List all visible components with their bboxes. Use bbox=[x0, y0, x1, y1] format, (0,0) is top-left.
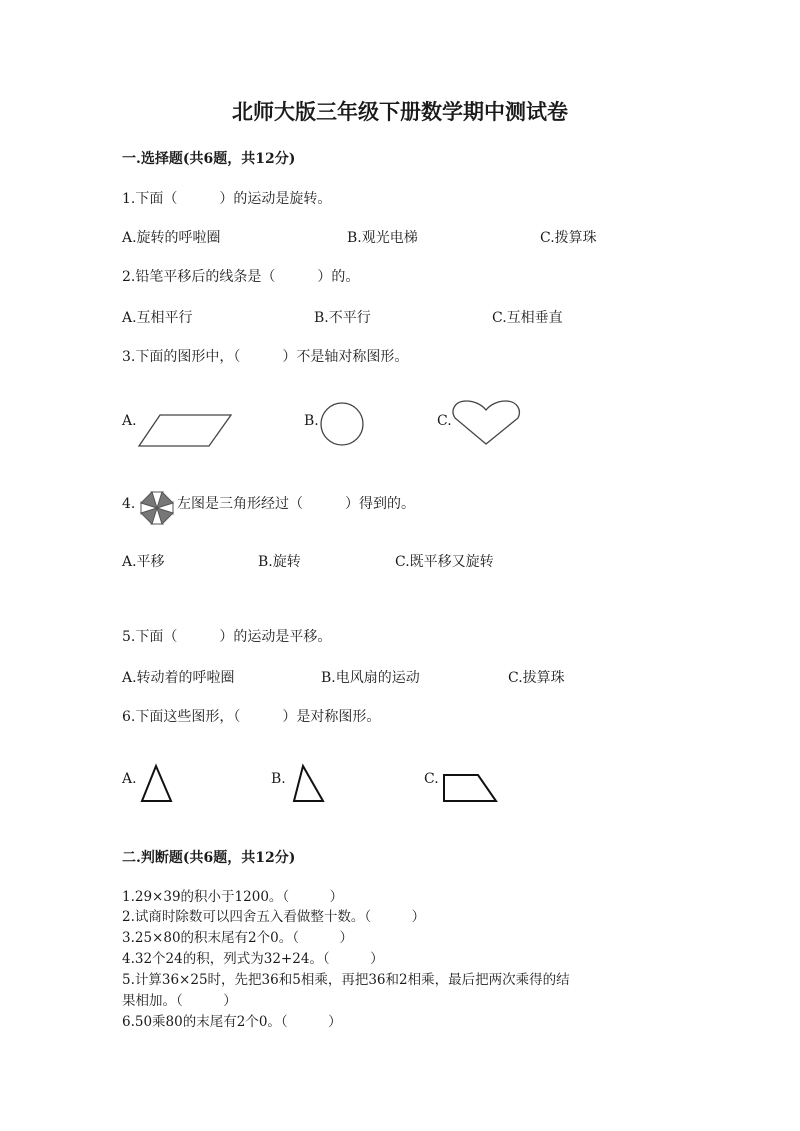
q4-option-b: B.旋转 bbox=[258, 554, 301, 570]
judgment-item-6: 6.50乘80的末尾有2个0。（ ） bbox=[122, 1014, 342, 1030]
section-heading-choice: 一.选择题(共6题，共12分) bbox=[122, 151, 296, 167]
q3-option-a: A. bbox=[122, 413, 137, 429]
heart-figure bbox=[452, 400, 522, 446]
question-3: 3.下面的图形中，（ ）不是轴对称图形。 bbox=[122, 349, 409, 365]
judgment-item-5-continued: 果相加。（ ） bbox=[122, 993, 237, 1009]
q6-option-a: A. bbox=[122, 771, 137, 787]
q3-option-c: C. bbox=[437, 413, 452, 429]
scalene-triangle-figure bbox=[291, 765, 325, 803]
q1-option-a: A.旋转的呼啦圈 bbox=[122, 230, 221, 246]
parallelogram-figure bbox=[138, 414, 233, 448]
judgment-item-1: 1.29×39的积小于1200。（ ） bbox=[122, 889, 344, 905]
question-5: 5.下面（ ）的运动是平移。 bbox=[122, 629, 332, 645]
question-1: 1.下面（ ）的运动是旋转。 bbox=[122, 191, 332, 207]
isosceles-triangle-figure bbox=[141, 765, 173, 803]
q5-option-a: A.转动着的呼啦圈 bbox=[122, 670, 235, 686]
q6-option-c: C. bbox=[424, 771, 439, 787]
q4-option-a: A.平移 bbox=[122, 554, 165, 570]
q2-option-b: B.不平行 bbox=[314, 310, 371, 326]
q4-option-c: C.既平移又旋转 bbox=[395, 554, 494, 570]
q1-option-c: C.拨算珠 bbox=[540, 230, 597, 246]
trapezoid-figure bbox=[442, 773, 498, 803]
pinwheel-figure bbox=[139, 490, 175, 526]
judgment-item-5: 5.计算36×25时，先把36和5相乘，再把36和2相乘，最后把两次乘得的结 bbox=[122, 972, 570, 988]
q3-option-b: B. bbox=[304, 413, 319, 429]
q1-option-b: B.观光电梯 bbox=[347, 230, 418, 246]
question-4: 左图是三角形经过（ ）得到的。 bbox=[177, 496, 415, 512]
q2-option-a: A.互相平行 bbox=[122, 310, 193, 326]
circle-figure bbox=[320, 402, 366, 448]
judgment-item-3: 3.25×80的积末尾有2个0。（ ） bbox=[122, 930, 353, 946]
judgment-item-2: 2.试商时除数可以四舍五入看做整十数。（ ） bbox=[122, 909, 426, 925]
section-heading-judgment: 二.判断题(共6题，共12分) bbox=[122, 850, 296, 866]
page-title: 北师大版三年级下册数学期中测试卷 bbox=[232, 99, 568, 124]
q5-option-c: C.拔算珠 bbox=[508, 670, 565, 686]
judgment-item-4: 4.32个24的积，列式为32+24。（ ） bbox=[122, 951, 384, 967]
q5-option-b: B.电风扇的运动 bbox=[321, 670, 420, 686]
q2-option-c: C.互相垂直 bbox=[492, 310, 563, 326]
question-6: 6.下面这些图形，（ ）是对称图形。 bbox=[122, 709, 381, 725]
question-2: 2.铅笔平移后的线条是（ ）的。 bbox=[122, 269, 360, 285]
q6-option-b: B. bbox=[271, 771, 286, 787]
question-4-number: 4. bbox=[122, 496, 136, 512]
